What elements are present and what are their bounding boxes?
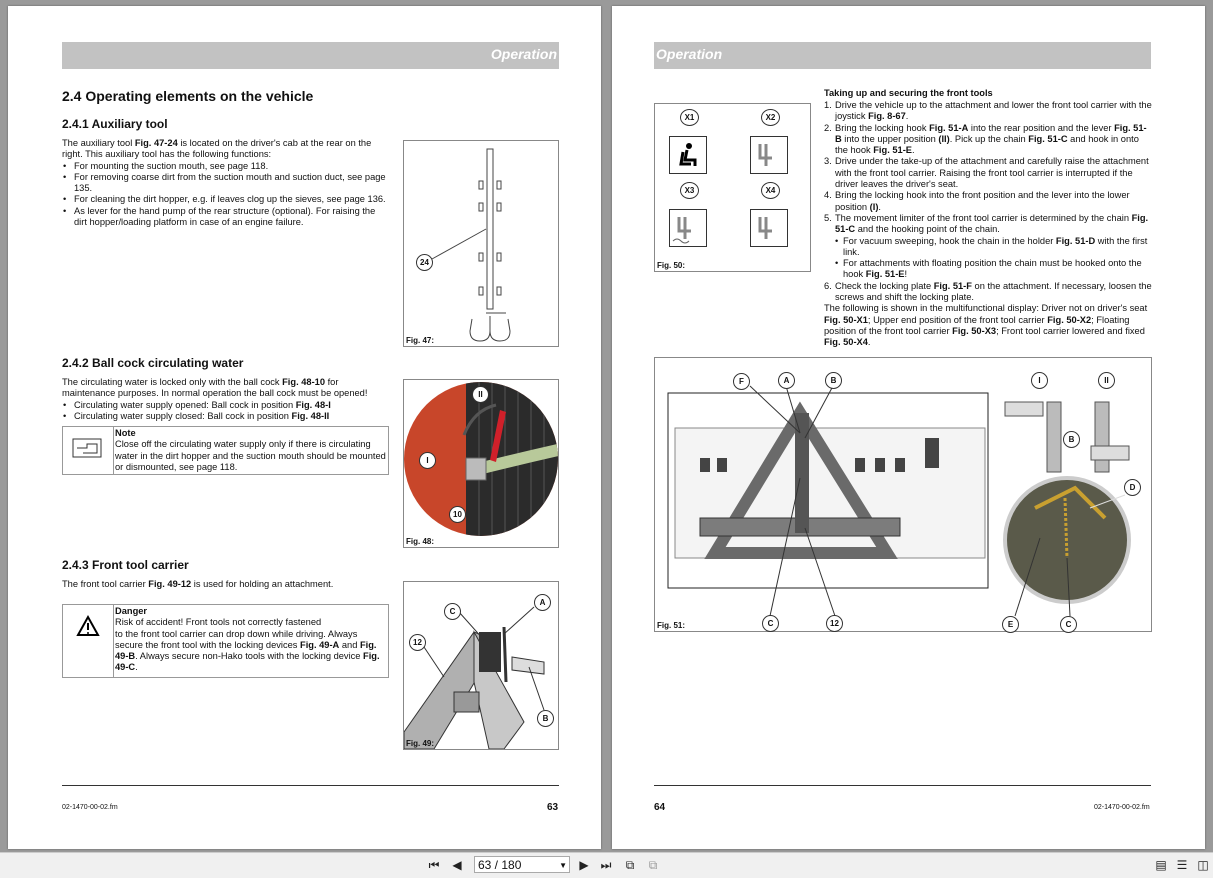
danger-box: Danger Risk of accident! Front tools not correctly fastened to the front tool carrier can drop down while driving. Always secure the front tool with the locking devices Fig. 49-A and Fig. 49-B. Always secure non-Hako tools with the locking device Fig. 49-C. — [62, 604, 389, 678]
figure-51 — [654, 357, 1152, 632]
figure-47 — [403, 140, 559, 347]
step-text: Drive under the take-up of the attachment and carefully raise the attachment with the front tool carrier. Raising the front tool carrier is interrupted if the driver leaves the driver's seat. — [835, 156, 1149, 190]
auxiliary-tool-list — [62, 161, 388, 229]
note-text: Close off the circulating water supply only if there is circulating water in the dirt hopper and the suction mouth should be mounted or dismounted, see page 118. — [115, 439, 386, 472]
front-tool-carrier-photo — [655, 358, 1151, 631]
list-item: • For mounting the suction mouth, see page 118. — [74, 161, 388, 172]
figure-label: Fig. 48: — [406, 537, 435, 546]
callout-D: D — [1124, 479, 1141, 496]
sub-step: • For vacuum sweeping, hook the chain in the holder Fig. 51-D with the first link. — [835, 235, 1148, 257]
step-text: Bring the locking hook Fig. 51-A into the rear position and the lever Fig. 51-B into the upper position (II). Pick up the chain Fig. 51-C and hook in onto the hook Fig. 51-E. — [835, 122, 1147, 156]
footer-rule — [62, 785, 559, 786]
procedure-title: Taking up and securing the front tools — [824, 88, 993, 98]
page-number: 64 — [654, 802, 666, 813]
figure-label: Fig. 51: — [657, 621, 686, 630]
note-pointing-hand-icon — [63, 427, 114, 474]
step-number: 3. — [824, 156, 832, 167]
step-text: The movement limiter of the front tool carrier is determined by the chain Fig. 51-C and the hooking point of the chain. — [835, 212, 1149, 235]
callout-X3: X3 — [680, 182, 699, 199]
warning-triangle-icon — [63, 605, 114, 677]
next-view-icon[interactable]: ⧉ — [648, 858, 658, 872]
figure-49 — [403, 581, 559, 750]
callout-12: 12 — [826, 615, 843, 632]
figure-48 — [403, 379, 559, 548]
callout-C: C — [444, 603, 461, 620]
note-title: Note — [115, 428, 136, 438]
callout-I: I — [1031, 372, 1048, 389]
prev-view-icon[interactable]: ⧉ — [625, 858, 635, 872]
figure-50 — [654, 103, 811, 272]
ball-cock-text: The circulating water is locked only with the ball cock Fig. 48-10 for maintenance purposes. In normal operation the ball cock must be opened! • Circulating water supply opened: Ball cock in position Fig. 48-I • Circulating water supply closed: Ball cock in position Fig. 48-II — [62, 377, 392, 422]
callout-C-detail: C — [1060, 616, 1077, 633]
list-item: • Circulating water supply opened: Ball cock in position Fig. 48-I — [74, 400, 392, 411]
figure-label: Fig. 49: — [406, 739, 435, 748]
callout-10: 10 — [449, 506, 466, 523]
step-number: 2. — [824, 122, 832, 133]
step-number: 6. — [824, 280, 832, 291]
danger-title: Danger — [115, 606, 148, 616]
figure-label: Fig. 47: — [406, 336, 435, 345]
left-page — [8, 6, 601, 849]
floating-position-icon — [669, 209, 707, 247]
list-item: • For removing coarse dirt from the suction mouth and suction duct, see page 135. — [74, 172, 388, 195]
step-text: Drive the vehicle up to the attachment and lower the front tool carrier with the joystick Fig. 8-67. — [835, 100, 1152, 122]
callout-II: II — [1098, 372, 1115, 389]
viewer-toolbar — [0, 852, 1213, 878]
callout-A: A — [534, 594, 551, 611]
procedure-step — [824, 123, 1152, 157]
page-number-input[interactable]: 63 / 180 ▼ — [474, 856, 570, 873]
continuous-page-icon[interactable]: ☰ — [1176, 858, 1188, 872]
subsection-title-front-tool-carrier: 2.4.3 Front tool carrier — [62, 558, 189, 572]
callout-I: I — [419, 452, 436, 469]
callout-B: B — [537, 710, 554, 727]
figure-label: Fig. 50: — [657, 261, 686, 270]
procedure-steps — [824, 100, 1152, 349]
callout-X2: X2 — [761, 109, 780, 126]
callout-12: 12 — [409, 634, 426, 651]
step-number: 5. — [824, 212, 832, 223]
callout-B-detail: B — [1063, 431, 1080, 448]
procedure-step — [824, 156, 1152, 190]
single-page-icon[interactable]: ▤ — [1155, 858, 1167, 872]
list-item: • For cleaning the dirt hopper, e.g. if leaves clog up the sieves, see page 136. — [74, 194, 388, 205]
prev-page-icon[interactable]: ◀ — [452, 858, 462, 872]
auxiliary-tool-text: The auxiliary tool Fig. 47-24 is located on the driver's cab at the rear on the right. This auxiliary tool has the following functions: • For mounting the suction mouth, see page 118. • For removing coarse dirt from the suction mouth and suction duct, see page 135. • For cleaning the dirt hopper, e.g. if leaves clog up the sieves, see page 136. • As lever for the hand pump of the rear structure (optional). For raising the dirt hopper/loading platform in case of an engine failure. — [62, 138, 388, 228]
footer-filename: 02-1470-00-02.fm — [62, 804, 118, 811]
callout-X4: X4 — [761, 182, 780, 199]
auxiliary-tool-drawing — [404, 141, 558, 346]
procedure-step — [824, 213, 1152, 236]
footer-rule — [654, 785, 1151, 786]
chevron-down-icon[interactable]: ▼ — [559, 861, 567, 870]
callout-X1: X1 — [680, 109, 699, 126]
carrier-lowered-icon — [750, 209, 788, 247]
procedure-step — [824, 190, 1152, 213]
first-page-icon[interactable]: ⏮ — [428, 858, 440, 872]
note-box — [62, 426, 389, 475]
list-item: • Circulating water supply closed: Ball cock in position Fig. 48-II — [74, 411, 392, 422]
callout-II: II — [472, 386, 489, 403]
right-page — [612, 6, 1205, 849]
subsection-title-ball-cock: 2.4.2 Ball cock circulating water — [62, 356, 244, 370]
step-number: 1. — [824, 100, 832, 110]
driver-seat-icon — [669, 136, 707, 174]
subsection-title-auxiliary-tool: 2.4.1 Auxiliary tool — [62, 117, 168, 131]
page-number: 63 — [547, 802, 559, 813]
next-page-icon[interactable]: ▶ — [579, 858, 589, 872]
step-text: Bring the locking hook into the front position and the lever into the lower position (I). — [835, 190, 1130, 212]
page-header: Operation — [62, 42, 559, 69]
step-number: 4. — [824, 190, 832, 201]
footer-filename: 02-1470-00-02.fm — [1094, 804, 1150, 811]
carrier-up-icon — [750, 136, 788, 174]
callout-E: E — [1002, 616, 1019, 633]
callout-C: C — [762, 615, 779, 632]
callout-A: A — [778, 372, 795, 389]
callout-24: 24 — [416, 254, 433, 271]
list-item: • As lever for the hand pump of the rear structure (optional). For raising the dirt hopper/loading platform in case of an engine failure. — [74, 206, 388, 229]
step-text: Check the locking plate Fig. 51-F on the attachment. If necessary, loosen the screws and shift the locking plate. — [835, 280, 1152, 303]
last-page-icon[interactable]: ⏭ — [600, 858, 612, 872]
section-title: 2.4 Operating elements on the vehicle — [62, 88, 314, 104]
front-tool-carrier-text: The front tool carrier Fig. 49-12 is used for holding an attachment. — [62, 579, 334, 589]
procedure-step — [824, 281, 1152, 304]
display-indicators-text: The following is shown in the multifunctional display: Driver not on driver's seat Fig. 50-X1; Upper end position of the front tool carrier Fig. 50-X2; Floating position of the front tool carrier Fig. 50-X3; Front tool carrier lowered and fixed Fig. 50-X4. — [824, 303, 1148, 348]
procedure-step — [824, 100, 1152, 123]
callout-F: F — [733, 373, 750, 390]
callout-B: B — [825, 372, 842, 389]
sub-step: • For attachments with floating position the chain must be hooked onto the hook Fig. 51-E! — [835, 258, 1142, 280]
page-header: Operation — [654, 42, 1151, 69]
facing-pages-icon[interactable]: ◫ — [1197, 858, 1209, 872]
